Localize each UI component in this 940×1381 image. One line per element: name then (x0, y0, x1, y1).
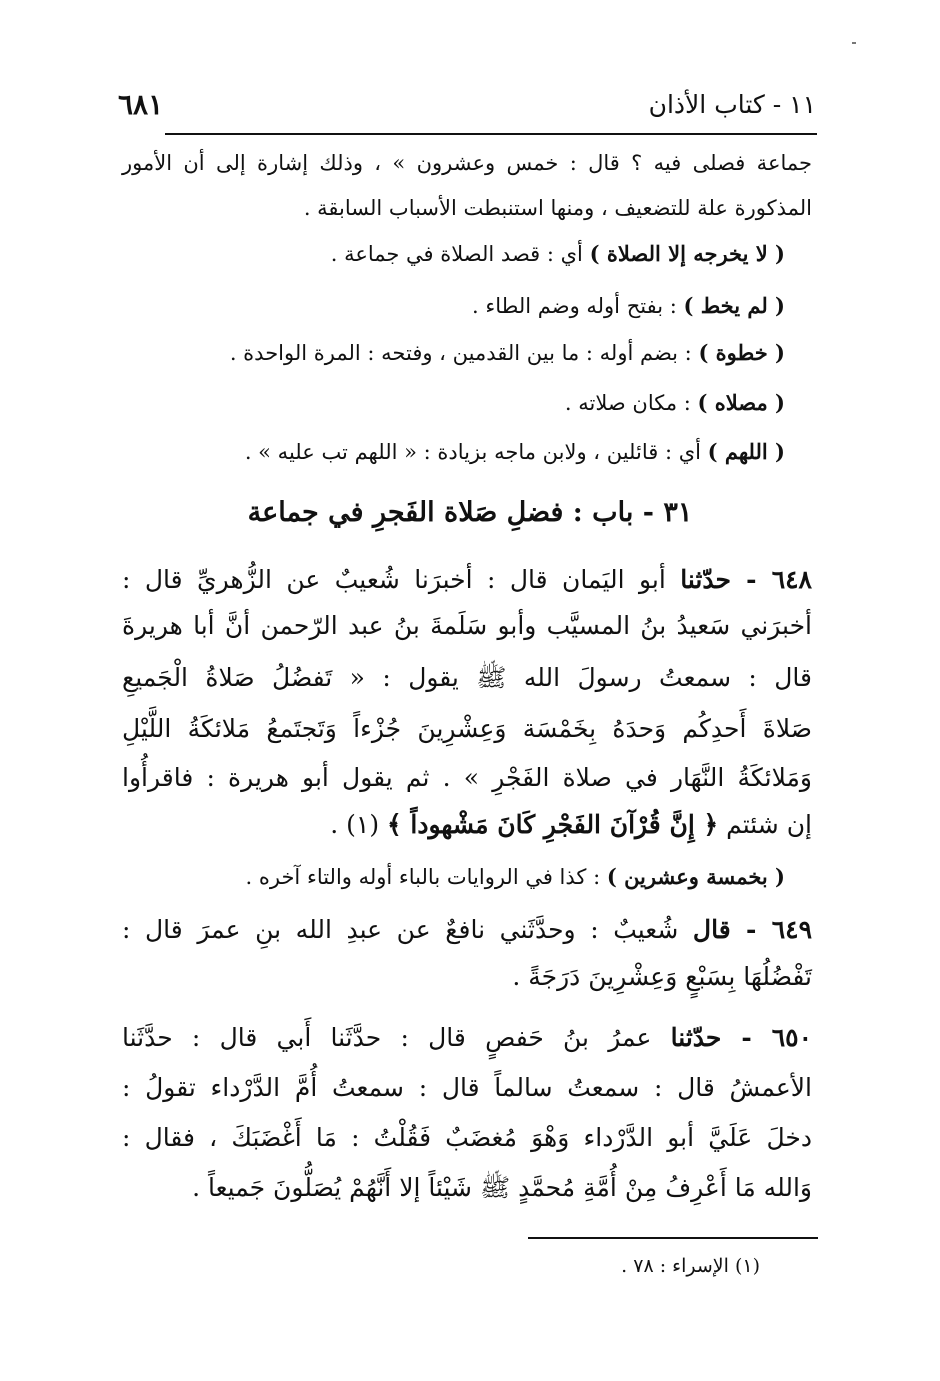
hadith-number: ٦٥٠ - حدّثنا (670, 1023, 813, 1052)
hadith-line (122, 1023, 812, 1053)
hadith-line (122, 565, 812, 595)
hadith-line (122, 915, 812, 945)
hadith-line (330, 810, 812, 840)
chapter-title: ١١ - كتاب الأذان (648, 90, 816, 119)
note-text: أي : قائلين ، ولابن ماجه بزيادة : « اللهم تب عليه » . (244, 440, 708, 464)
header-rule (165, 133, 817, 135)
hadith-text: عمرُ بنُ حَفصٍ قال : حدَّثَنا أَبي قال : حدَّثَنا (122, 1023, 671, 1052)
footnote-rule (528, 1237, 818, 1239)
note-text: : مكان صلاته . (564, 391, 698, 415)
note-term: ( خطوة ) (698, 340, 785, 365)
hadith-line: الأعمشُ قال : سمعتُ سالماً قال : سمعتُ أُمَّ الدَّرْداء تقولُ : (122, 1073, 812, 1102)
hadith-line: وَالله مَا أَعْرِفُ مِنْ أُمَّةِ مُحمَّدٍ ﷺ شَيْئاً إلا أَنَّهُمْ يُصَلُّونَ جَميعاً . (192, 1173, 812, 1202)
note-term: ( لم يخط ) (683, 293, 785, 318)
hadith-line: وَمَلائكَةُ النَّهَار في صلاة الفَجْرِ » . ثم يقول أبو هريرة : فاقرأُوا (122, 763, 812, 792)
note-term: ( بخمسة وعشرين ) (606, 864, 785, 889)
hadith-number: ٦٤٨ - حدّثنا (680, 565, 812, 594)
hadith-line: أخبرَني سَعيدُ بنُ المسيَّب وأبو سَلَمةَ بنُ عبد الرّحمن أنَّ أبا هريرةَ (122, 611, 812, 640)
note-term: ( مصلاه ) (697, 390, 785, 415)
note-line (245, 439, 785, 465)
scan-speck (852, 42, 856, 44)
hadith-line: صَلاةَ أَحدِكُم وَحدَهُ بِخَمْسَة وَعِشْرِينَ جُزْءاً وَتَجتَمعُ مَلائكَةُ اللَّيْلِ (122, 714, 812, 743)
note-text: : كذا في الروايات بالباء أوله والتاء آخره . (245, 865, 607, 889)
hadith-line: تَفْضُلُهَا بِسَبْعٍ وَعِشْرِينَ دَرَجَةً . (512, 962, 812, 991)
para-line: المذكورة علة للتضعيف ، ومنها استنبطت الأسباب السابقة . (303, 196, 812, 220)
note-line (246, 864, 785, 890)
chapter-heading: ٣١ - باب : فضلِ صَلاة الفَجرِ في جماعة (247, 497, 693, 528)
note-text: أي : قصد الصلاة في جماعة . (330, 242, 590, 266)
hadith-line: قال : سمعتُ رسولَ الله ﷺ يقول : « تَفضُلُ صَلاةُ الْجَميعِ (122, 663, 812, 692)
note-line (565, 390, 785, 416)
note-text: : بضم أوله : ما بين القدمين ، وفتحه : المرة الواحدة . (229, 341, 699, 365)
hadith-text: إن شئتم (718, 810, 812, 839)
hadith-text: شُعيبٌ : وحدَّثَني نافعٌ عن عبدِ الله بنِ عمرَ قال : (122, 915, 693, 944)
note-line (230, 340, 785, 366)
footnote-ref: (١) . (330, 810, 388, 839)
hadith-number: ٦٤٩ - قال (692, 915, 813, 944)
note-line (331, 241, 785, 267)
note-line (472, 293, 785, 319)
note-text: : بفتح أوله وضم الطاء . (472, 294, 684, 318)
hadith-text: أبو اليَمان قال : أخبرَنا شُعيبٌ عن الزُّهريِّ قال : (122, 565, 681, 594)
page-number: ٦٨١ (118, 88, 164, 121)
para-line: جماعة فصلى فيه ؟ قال : خمس وعشرون » ، وذلك إشارة إلى أن الأمور (122, 151, 812, 175)
note-term: ( اللهم ) (707, 439, 785, 464)
quran-verse: ﴿ إِنَّ قُرْآنَ الفَجْرِ كَانَ مَشْهوداً ﴾ (387, 810, 719, 839)
hadith-line: دخلَ عَلَيَّ أبو الدَّرْداء وَهْوَ مُغضَبٌ فَقُلْتُ : مَا أَغْضَبَكَ ، فقال : (122, 1123, 812, 1152)
note-term: ( لا يخرجه إلا الصلاة ) (589, 241, 785, 266)
footnote: (١) الإسراء : ٧٨ . (621, 1255, 760, 1277)
running-header (118, 86, 816, 126)
